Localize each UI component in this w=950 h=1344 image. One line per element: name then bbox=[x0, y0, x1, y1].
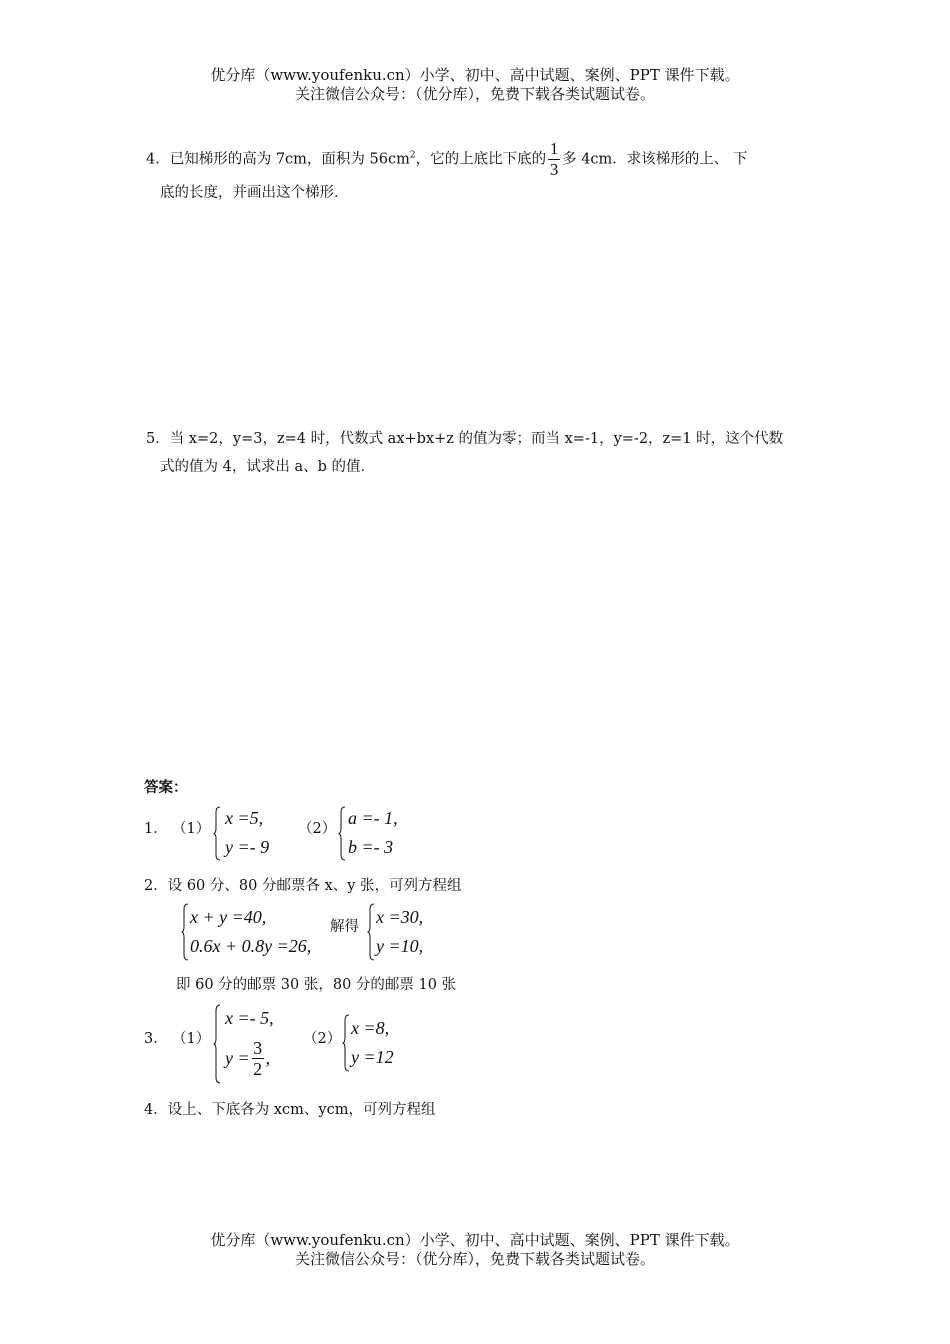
answer-1-system-2 bbox=[338, 806, 428, 861]
page-footer bbox=[0, 1231, 950, 1269]
equation: y =- 9 bbox=[225, 837, 270, 857]
equation: y =10, bbox=[376, 936, 424, 956]
answer-2-solve-label: 解得 bbox=[330, 919, 359, 935]
answer-1-part-1-label: （1） bbox=[172, 821, 211, 837]
question-4-line-2: 底的长度，并画出这个梯形． bbox=[160, 185, 349, 201]
brace-icon bbox=[367, 903, 375, 961]
question-4-line-1: 4．已知梯形的高为 7cm，面积为 $56cm^2$，它的上底比下底的 $\frac{1}{3}$ 多 4cm．求该梯形的上、 下 bbox=[146, 139, 748, 179]
brace-icon bbox=[213, 806, 221, 861]
equation: 0.6x + 0.8y =26, bbox=[190, 936, 312, 956]
equation: x =- 5, bbox=[225, 1008, 274, 1028]
answer-3-part-1-label: （1） bbox=[172, 1031, 211, 1047]
equation-with-fraction: y = $\frac{3}{2}$ , bbox=[225, 1038, 271, 1079]
brace-icon bbox=[342, 1014, 350, 1072]
question-5-line-2: 式的值为 4，试求出 a、b 的值． bbox=[160, 459, 375, 475]
equation: y =12 bbox=[351, 1047, 394, 1067]
answer-3-system-1 bbox=[213, 1004, 293, 1084]
brace-icon bbox=[181, 903, 189, 961]
answer-2-conclusion: 即 60 分的邮票 30 张，80 分的邮票 10 张 bbox=[176, 977, 457, 993]
answer-2-intro: 2．设 60 分、80 分邮票各 x、y 张，可列方程组 bbox=[144, 878, 462, 894]
superscript: 2 bbox=[409, 150, 416, 161]
answer-1-number: 1． bbox=[144, 821, 168, 837]
answer-4-intro: 4．设上、下底各为 xcm、ycm，可列方程组 bbox=[144, 1102, 436, 1118]
brace-icon bbox=[338, 806, 346, 861]
answer-2-system-1 bbox=[181, 903, 331, 961]
equation: x =5, bbox=[225, 808, 264, 828]
answer-1-part-2-label: （2） bbox=[298, 821, 337, 837]
answer-3-number: 3． bbox=[144, 1031, 168, 1047]
equation: x + y =40, bbox=[190, 907, 267, 927]
equation: a =- 1, bbox=[348, 808, 398, 828]
brace-icon bbox=[213, 1004, 221, 1084]
question-5-line-1: 5．当 x=2，y=3，z=4 时，代数式 ax+bx+z 的值为零；而当 x=-1，y=-2，z=1 时，这个代数 bbox=[146, 431, 784, 447]
answer-1-system-1 bbox=[213, 806, 303, 861]
answers-title: 答案： bbox=[144, 779, 188, 796]
equation: b =- 3 bbox=[348, 837, 394, 857]
header-line-1: 优分库（www.youfenku.cn）小学、初中、高中试题、案例、PPT 课件下载。 bbox=[210, 66, 740, 84]
page-header bbox=[0, 66, 950, 104]
header-line-2: 关注微信公众号：（优分库），免费下载各类试题试卷。 bbox=[294, 85, 655, 103]
equation: x =30, bbox=[376, 907, 424, 927]
footer-line-1: 优分库（www.youfenku.cn）小学、初中、高中试题、案例、PPT 课件下载。 bbox=[210, 1231, 740, 1249]
footer-line-2: 关注微信公众号：（优分库），免费下载各类试题试卷。 bbox=[294, 1250, 655, 1268]
equation: x =8, bbox=[351, 1018, 390, 1038]
answer-2-system-2 bbox=[367, 903, 447, 961]
fraction-three-halves: $\frac{3}{2}$ bbox=[253, 1038, 263, 1079]
answer-3-system-2 bbox=[342, 1014, 412, 1072]
answer-3-part-2-label: （2） bbox=[303, 1031, 342, 1047]
fraction-one-third: $\frac{1}{3}$ bbox=[549, 139, 559, 179]
